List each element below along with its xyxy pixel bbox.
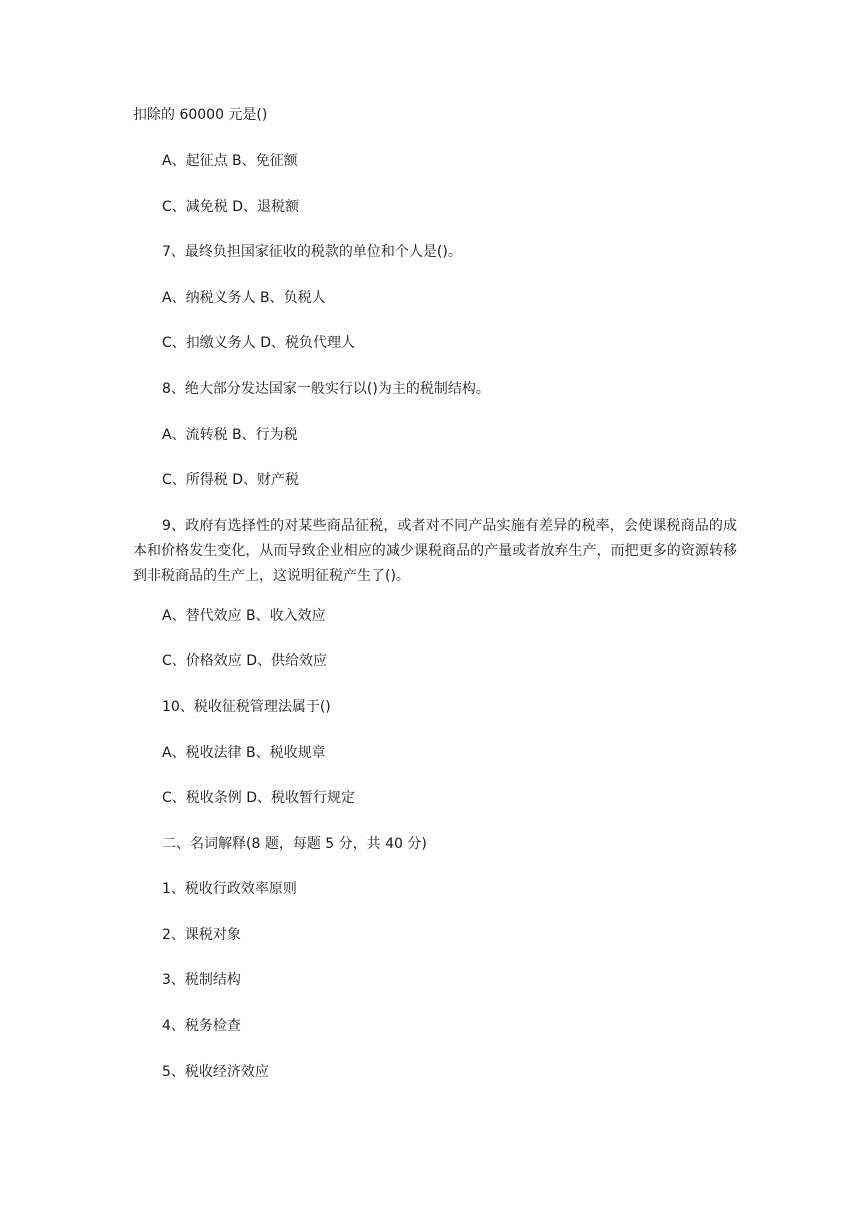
question-10-options-cd: C、税收条例 D、税收暂行规定 — [162, 790, 356, 806]
question-9-stem: 9、政府有选择性的对某些商品征税，或者对不同产品实施有差异的税率，会使课税商品的成本和价格发生变化，从而导致企业相应的减少课税商品的产量或者放弃生产，而把更多的资源转移到非税商品的生产上，这说明征税产生了()。 — [133, 518, 737, 584]
question-8-options-cd: C、所得税 D、财产税 — [162, 472, 300, 488]
question-7-stem: 7、最终负担国家征收的税款的单位和个人是()。 — [162, 244, 462, 260]
question-9-options-cd: C、价格效应 D、供给效应 — [162, 653, 328, 669]
question-8-stem: 8、绝大部分发达国家一般实行以()为主的税制结构。 — [162, 381, 490, 397]
question-10-stem: 10、税收征税管理法属于() — [162, 699, 331, 715]
question-9-options-ab: A、替代效应 B、收入效应 — [162, 608, 326, 624]
question-6-options-ab: A、起征点 B、免征额 — [162, 153, 298, 169]
term-2: 2、课税对象 — [162, 927, 241, 943]
term-3: 3、税制结构 — [162, 972, 241, 988]
question-7-options-cd: C、扣缴义务人 D、税负代理人 — [162, 335, 356, 351]
term-4: 4、税务检查 — [162, 1018, 241, 1034]
term-1: 1、税收行政效率原则 — [162, 881, 297, 897]
term-5: 5、税收经济效应 — [162, 1064, 269, 1080]
section-2-heading: 二、名词解释(8 题，每题 5 分，共 40 分) — [162, 836, 427, 852]
question-8-options-ab: A、流转税 B、行为税 — [162, 427, 298, 443]
question-6-options-cd: C、减免税 D、退税额 — [162, 199, 300, 215]
question-10-options-ab: A、税收法律 B、税收规章 — [162, 745, 326, 761]
question-6-stem-continuation: 扣除的 60000 元是() — [133, 107, 268, 123]
question-7-options-ab: A、纳税义务人 B、负税人 — [162, 290, 326, 306]
